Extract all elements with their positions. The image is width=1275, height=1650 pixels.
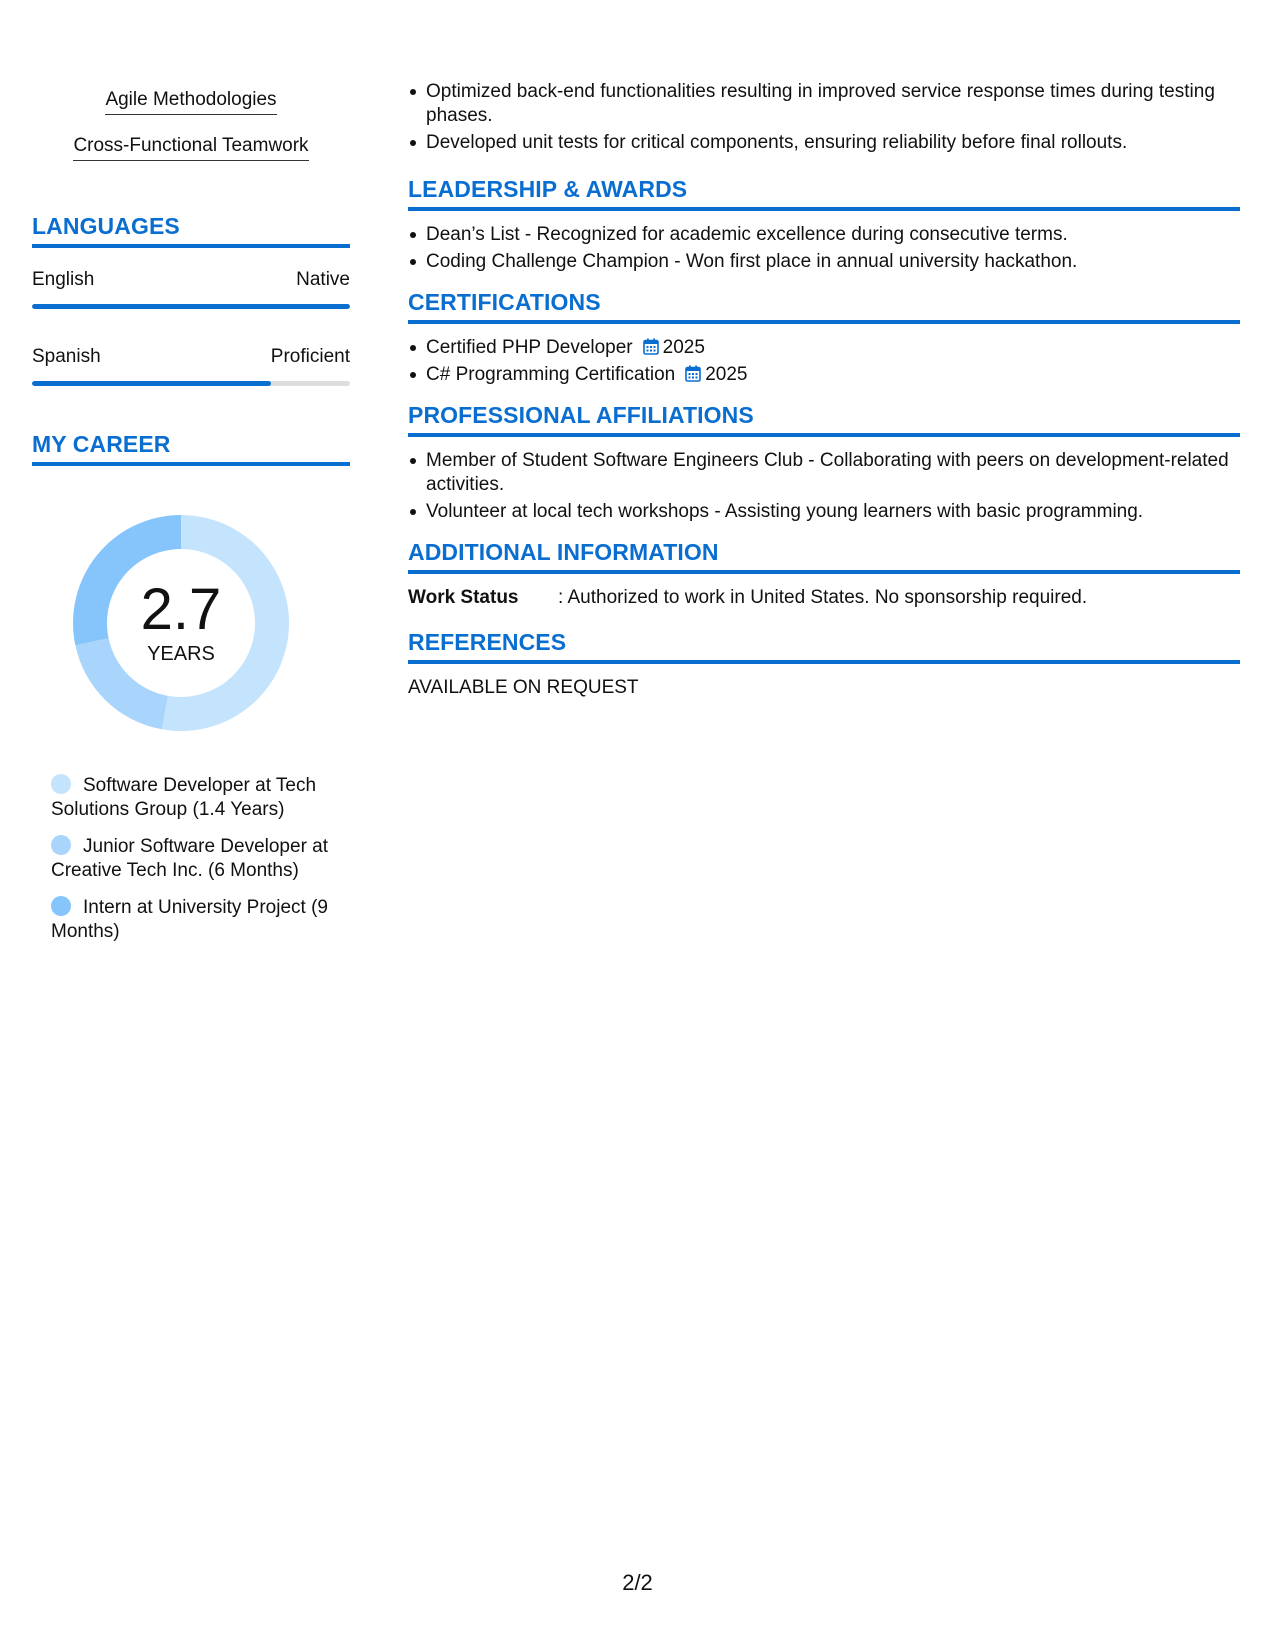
list-item (426, 363, 1240, 387)
legend-label: Junior Software Developer at Creative Tech Inc. (6 Months) (51, 836, 329, 881)
legend-item (51, 896, 341, 944)
certifications-title: CERTIFICATIONS (408, 288, 1240, 324)
skill-item: Agile Methodologies (105, 88, 276, 115)
certification-name: C# Programming Certification (426, 364, 676, 385)
left-column (32, 80, 350, 957)
legend-dot (51, 896, 71, 916)
career-section (32, 430, 350, 944)
list-item: Dean’s List - Recognized for academic excellence during consecutive terms. (426, 223, 1240, 247)
additional-info-title: ADDITIONAL INFORMATION (408, 538, 1240, 574)
skills-list (32, 80, 350, 172)
language-bar (32, 381, 350, 386)
language-english (32, 268, 350, 309)
career-legend (51, 774, 341, 944)
career-unit: YEARS (147, 643, 215, 665)
leadership-list (408, 223, 1240, 274)
work-status-label: Work Status (408, 587, 519, 608)
affiliations-title: PROFESSIONAL AFFILIATIONS (408, 401, 1240, 437)
career-donut (66, 508, 296, 738)
certification-name: Certified PHP Developer (426, 337, 633, 358)
certification-year: 2025 (705, 364, 748, 385)
list-item: Optimized back-end functionalities resulting in improved service response times during testing phases. (426, 80, 1240, 128)
certifications-list (408, 336, 1240, 387)
list-item: Developed unit tests for critical components, ensuring reliability before final rollouts. (426, 131, 1240, 155)
legend-label: Intern at University Project (9 Months) (51, 897, 328, 942)
right-column (408, 80, 1240, 700)
language-bar-fill (32, 304, 350, 309)
legend-dot (51, 835, 71, 855)
legend-label: Software Developer at Tech Solutions Group (1.4 Years) (51, 775, 317, 820)
affiliations-list (408, 449, 1240, 524)
list-item (426, 336, 1240, 360)
language-level: Proficient (270, 346, 350, 367)
language-level: Native (296, 269, 350, 290)
skill-item: Cross-Functional Teamwork (73, 134, 308, 161)
leadership-title: LEADERSHIP & AWARDS (408, 175, 1240, 211)
experience-bullets (408, 80, 1240, 155)
calendar-icon (685, 365, 701, 382)
legend-dot (51, 774, 71, 794)
list-item: Member of Student Software Engineers Club - Collaborating with peers on development-related activities. (426, 449, 1240, 497)
certification-year: 2025 (662, 337, 705, 358)
calendar-icon (643, 338, 659, 355)
language-spanish (32, 345, 350, 386)
list-item: Volunteer at local tech workshops - Assisting young learners with basic programming. (426, 500, 1240, 524)
career-title: MY CAREER (32, 430, 350, 466)
career-total: 2.7 (140, 577, 222, 642)
list-item: Coding Challenge Champion - Won first place in annual university hackathon. (426, 250, 1240, 274)
work-status-value: : Authorized to work in United States. No sponsorship required. (558, 587, 1088, 608)
page-number: 2/2 (622, 1570, 653, 1595)
legend-item (51, 835, 341, 883)
language-name: Spanish (32, 346, 101, 367)
languages-title: LANGUAGES (32, 212, 350, 248)
language-bar-fill (32, 381, 271, 386)
language-name: English (32, 269, 95, 290)
language-bar (32, 304, 350, 309)
legend-item (51, 774, 341, 822)
work-status-row (408, 586, 1240, 610)
references-title: REFERENCES (408, 628, 1240, 664)
references-text: AVAILABLE ON REQUEST (408, 677, 639, 698)
